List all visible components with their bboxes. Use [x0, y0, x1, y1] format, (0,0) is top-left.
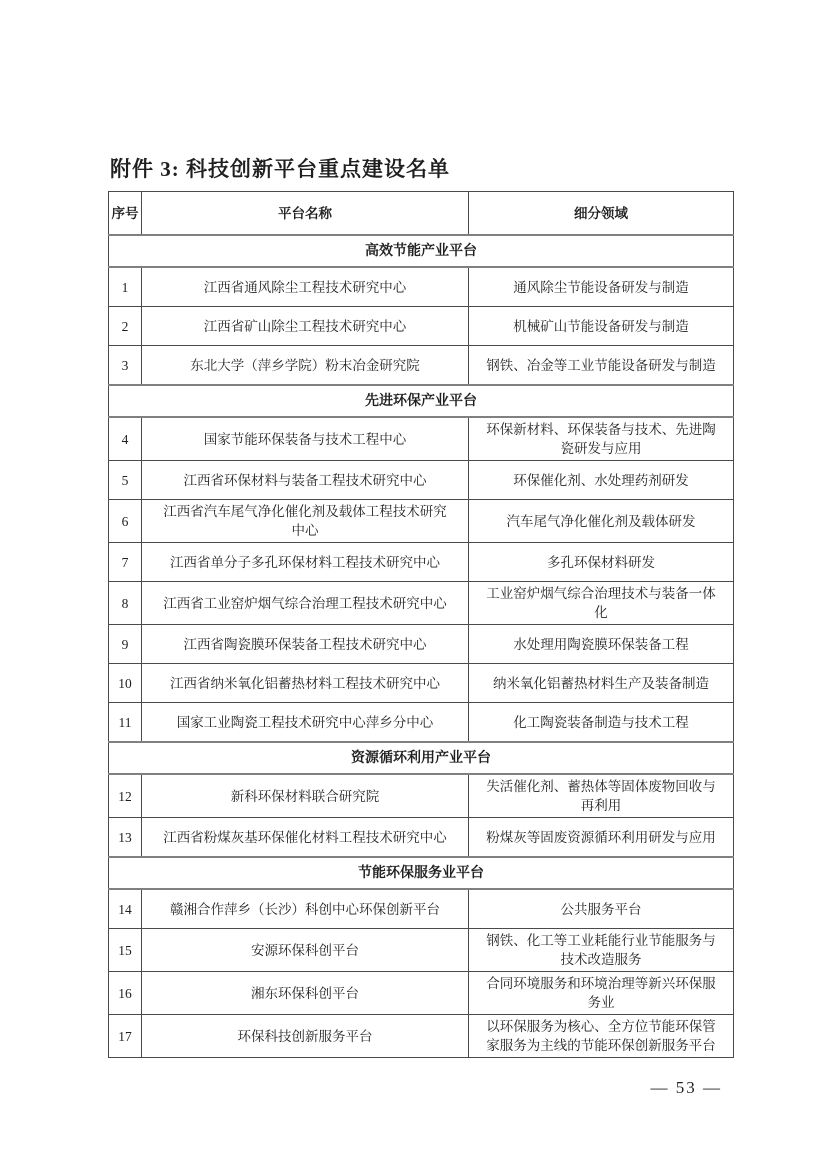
field-cell: 以环保服务为核心、全方位节能环保管家服务为主线的节能环保创新服务平台: [469, 1015, 734, 1058]
platform-name-cell: 湘东环保科创平台: [142, 972, 469, 1015]
table-row: [109, 346, 734, 386]
table-row: [109, 582, 734, 625]
table-row: [109, 461, 734, 500]
field-cell: 公共服务平台: [469, 889, 734, 929]
field-cell: 水处理用陶瓷膜环保装备工程: [469, 625, 734, 664]
platform-name-cell: 国家工业陶瓷工程技术研究中心萍乡分中心: [142, 703, 469, 743]
table-header-row: [109, 192, 734, 236]
page-number: — 53 —: [650, 1078, 722, 1097]
field-cell: 纳米氧化铝蓄热材料生产及装备制造: [469, 664, 734, 703]
row-index-cell: 17: [109, 1015, 142, 1058]
table-row: [109, 972, 734, 1015]
field-cell: 化工陶瓷装备制造与技术工程: [469, 703, 734, 743]
platform-name-cell: 江西省通风除尘工程技术研究中心: [142, 267, 469, 307]
row-index-cell: 15: [109, 929, 142, 972]
platform-name-cell: 江西省矿山除尘工程技术研究中心: [142, 307, 469, 346]
platform-table-body: [109, 192, 734, 1058]
platform-name-cell: 赣湘合作萍乡（长沙）科创中心环保创新平台: [142, 889, 469, 929]
field-cell: 粉煤灰等固废资源循环利用研发与应用: [469, 818, 734, 858]
row-index-cell: 5: [109, 461, 142, 500]
platform-table: [108, 191, 734, 1058]
column-header-platform-name: 平台名称: [142, 192, 469, 236]
platform-name-cell: 江西省环保材料与装备工程技术研究中心: [142, 461, 469, 500]
platform-name-cell: 江西省粉煤灰基环保催化材料工程技术研究中心: [142, 818, 469, 858]
platform-name-cell: 东北大学（萍乡学院）粉末冶金研究院: [142, 346, 469, 386]
platform-name-cell: 江西省工业窑炉烟气综合治理工程技术研究中心: [142, 582, 469, 625]
field-cell: 通风除尘节能设备研发与制造: [469, 267, 734, 307]
table-row: [109, 417, 734, 461]
field-cell: 环保催化剂、水处理药剂研发: [469, 461, 734, 500]
row-index-cell: 9: [109, 625, 142, 664]
table-row: [109, 625, 734, 664]
platform-name-cell: 江西省陶瓷膜环保装备工程技术研究中心: [142, 625, 469, 664]
platform-name-cell: 国家节能环保装备与技术工程中心: [142, 417, 469, 461]
field-cell: 合同环境服务和环境治理等新兴环保服务业: [469, 972, 734, 1015]
field-cell: 汽车尾气净化催化剂及载体研发: [469, 500, 734, 543]
platform-name-cell: 江西省纳米氧化铝蓄热材料工程技术研究中心: [142, 664, 469, 703]
row-index-cell: 12: [109, 774, 142, 818]
section-title: 资源循环利用产业平台: [109, 742, 734, 774]
table-row: [109, 818, 734, 858]
row-index-cell: 2: [109, 307, 142, 346]
row-index-cell: 4: [109, 417, 142, 461]
section-title: 先进环保产业平台: [109, 385, 734, 417]
page-title: 附件 3: 科技创新平台重点建设名单: [110, 157, 450, 181]
row-index-cell: 10: [109, 664, 142, 703]
field-cell: 钢铁、化工等工业耗能行业节能服务与技术改造服务: [469, 929, 734, 972]
column-header-field: 细分领域: [469, 192, 734, 236]
field-cell: 工业窑炉烟气综合治理技术与装备一体化: [469, 582, 734, 625]
table-row: [109, 543, 734, 582]
field-cell: 失活催化剂、蓄热体等固体废物回收与再利用: [469, 774, 734, 818]
table-row: [109, 774, 734, 818]
row-index-cell: 8: [109, 582, 142, 625]
table-row: [109, 664, 734, 703]
section-title: 节能环保服务业平台: [109, 857, 734, 889]
table-row: [109, 307, 734, 346]
section-row: [109, 742, 734, 774]
row-index-cell: 3: [109, 346, 142, 386]
row-index-cell: 13: [109, 818, 142, 858]
field-cell: 钢铁、冶金等工业节能设备研发与制造: [469, 346, 734, 386]
row-index-cell: 11: [109, 703, 142, 743]
field-cell: 多孔环保材料研发: [469, 543, 734, 582]
table-row: [109, 500, 734, 543]
table-row: [109, 703, 734, 743]
row-index-cell: 1: [109, 267, 142, 307]
section-title: 高效节能产业平台: [109, 235, 734, 267]
column-header-index: 序号: [109, 192, 142, 236]
section-row: [109, 857, 734, 889]
table-row: [109, 1015, 734, 1058]
row-index-cell: 6: [109, 500, 142, 543]
row-index-cell: 14: [109, 889, 142, 929]
table-row: [109, 929, 734, 972]
platform-name-cell: 江西省汽车尾气净化催化剂及载体工程技术研究中心: [142, 500, 469, 543]
platform-name-cell: 安源环保科创平台: [142, 929, 469, 972]
section-row: [109, 385, 734, 417]
row-index-cell: 16: [109, 972, 142, 1015]
platform-name-cell: 新科环保材料联合研究院: [142, 774, 469, 818]
field-cell: 机械矿山节能设备研发与制造: [469, 307, 734, 346]
section-row: [109, 235, 734, 267]
table-row: [109, 889, 734, 929]
platform-name-cell: 江西省单分子多孔环保材料工程技术研究中心: [142, 543, 469, 582]
field-cell: 环保新材料、环保装备与技术、先进陶瓷研发与应用: [469, 417, 734, 461]
platform-name-cell: 环保科技创新服务平台: [142, 1015, 469, 1058]
table-row: [109, 267, 734, 307]
row-index-cell: 7: [109, 543, 142, 582]
